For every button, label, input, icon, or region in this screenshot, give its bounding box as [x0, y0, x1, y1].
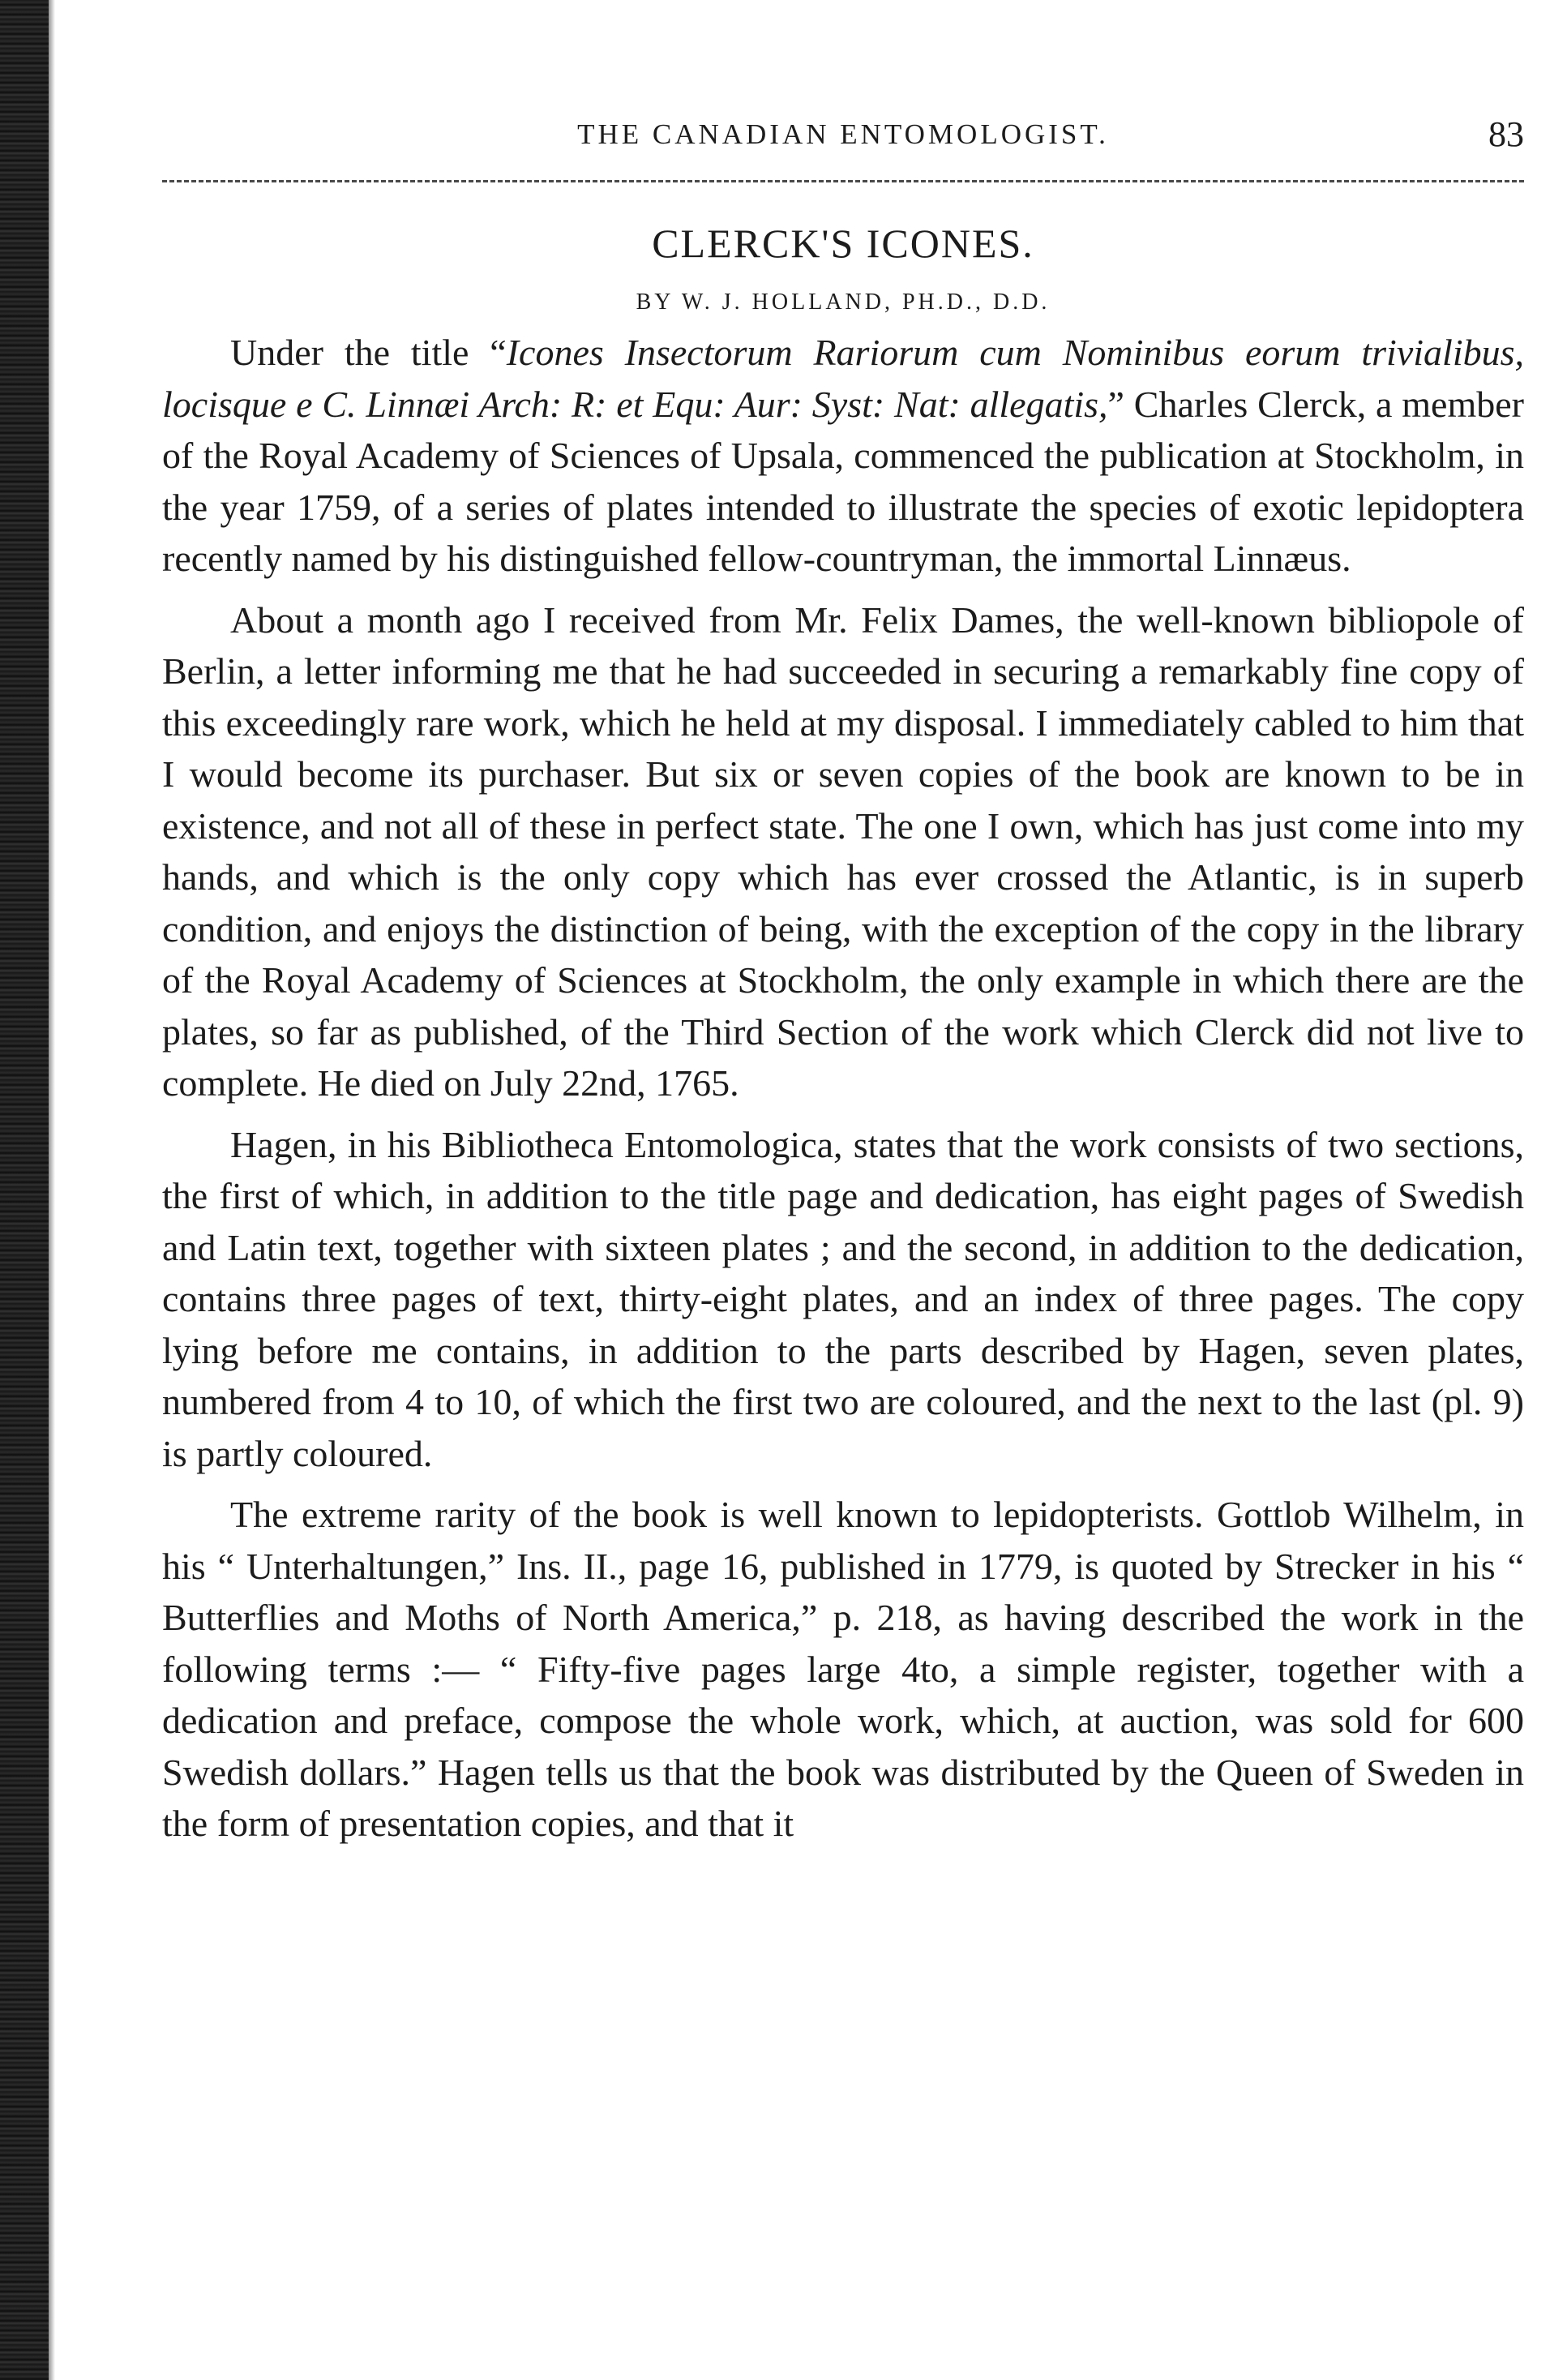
paragraph-4: The extreme rarity of the book is well known to lepidopterists. Gottlob Wilhelm, in his “ Unterhaltungen,” Ins. II., page 16, published in 1779, is quoted by Strecker in his “ Butterflies and Moths of North America,” p. 218, as having described the work in the following terms :— “ Fifty-five pages large 4to, a simple register, together with a dedication and preface, compose the whole work, which, at auction, was sold for 600 Swedish dollars.” Hagen tells us that the book was distributed by the Queen of Sweden in the form of presentation copies, and that it	[162, 1494, 1524, 1844]
running-header	[162, 114, 1524, 159]
journal-running-title: THE CANADIAN ENTOMOLOGIST.	[577, 118, 1109, 150]
article-byline: BY W. J. HOLLAND, PH.D., D.D.	[636, 289, 1051, 315]
paragraph-3: Hagen, in his Bibliotheca Entomologica, states that the work consists of two sections, the first of which, in addition to the title page and dedication, has eight pages of Swedish and Latin text, together with sixteen plates ; and the second, in addition to the dedication, contains three pages of text, thirty-eight plates, and an index of three pages. The copy lying before me contains, in addition to the parts described by Hagen, seven plates, numbered from 4 to 10, of which the first two are coloured, and the next to the last (pl. 9) is partly coloured.	[162, 1123, 1524, 1474]
article-title: CLERCK'S ICONES.	[652, 221, 1034, 266]
paragraph-1-rest: ” Charles Clerck, a member of the Royal Academy of Sciences of Upsala, commenced the publication at Stockholm, in the year 1759, of a series of plates intended to illustrate the species of exotic lepidoptera recently named by his distinguished fellow-countryman, the immortal Linnæus.	[162, 383, 1524, 579]
document-page	[162, 114, 1524, 1859]
paragraph-2: About a month ago I received from Mr. Felix Dames, the well-known bibliopole of Berlin, a letter informing me that he had succeeded in securing a remarkably fine copy of this exceedingly rare work, which he held at my disposal. I immediately cabled to him that I would become its purchaser. But six or seven copies of the book are known to be in existence, and not all of these in perfect state. The one I own, which has just come into my hands, and which is the only copy which has ever crossed the Atlantic, is in superb condition, and enjoys the distinction of being, with the exception of the copy in the library of the Royal Academy of Sciences at Stockholm, the only example in which there are the plates, so far as published, of the Third Section of the work which Clerck did not live to complete. He died on July 22nd, 1765.	[162, 598, 1524, 1104]
work-title-italic: Icones Insectorum Rariorum cum Nominibus eorum trivialibus, locisque e C. Linnæi Arch: R: et Equ: Aur: Syst: Nat: allegatis,	[162, 332, 1524, 425]
scan-binding-edge	[0, 0, 49, 2380]
page-number: 83	[1488, 114, 1524, 154]
paragraph-1	[162, 327, 1524, 585]
header-rule	[162, 180, 1524, 182]
paragraph-1-lead: Under the title “	[230, 332, 507, 373]
